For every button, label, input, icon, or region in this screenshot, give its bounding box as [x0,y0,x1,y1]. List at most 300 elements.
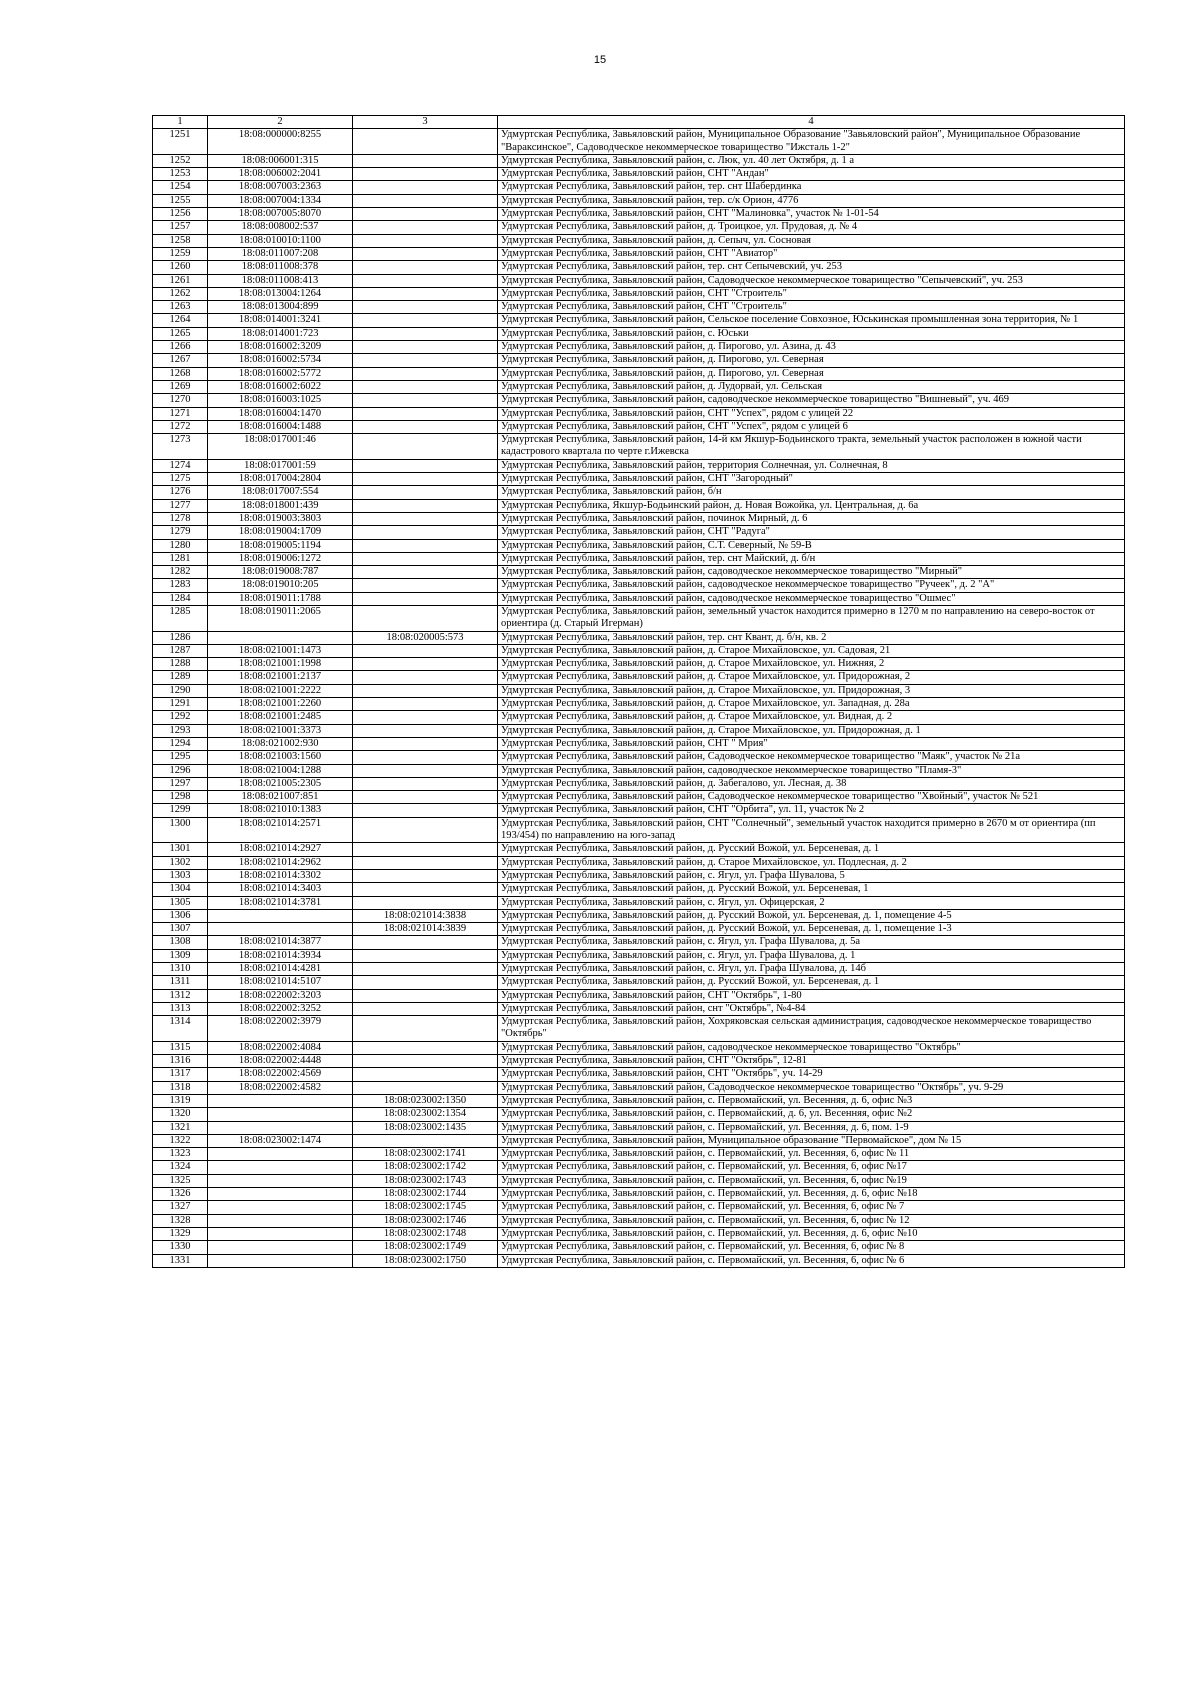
table-row [153,896,1125,909]
address-cell: Удмуртская Республика, Завьяловский район, СНТ "Загородный" [498,473,1125,486]
row-number-cell: 1262 [153,287,208,300]
table-row [153,644,1125,657]
land-cadastral-number-cell: 18:08:011007:208 [208,247,353,260]
land-cadastral-number-cell: 18:08:021014:5107 [208,976,353,989]
building-cadastral-number-cell: 18:08:023002:1748 [353,1227,498,1240]
column-header-2: 2 [208,116,353,129]
row-number-cell: 1299 [153,804,208,817]
address-cell: Удмуртская Республика, Завьяловский район, с. Ягул, ул. Графа Шувалова, д. 14б [498,963,1125,976]
row-number-cell: 1265 [153,327,208,340]
land-cadastral-number-cell: 18:08:019011:2065 [208,605,353,631]
table-row [153,605,1125,631]
building-cadastral-number-cell [353,208,498,221]
table-row [153,631,1125,644]
row-number-cell: 1254 [153,181,208,194]
building-cadastral-number-cell [353,407,498,420]
row-number-cell: 1256 [153,208,208,221]
table-row [153,473,1125,486]
address-cell: Удмуртская Республика, Завьяловский район, с. Первомайский, ул. Весенняя, д. 6, офис №18 [498,1188,1125,1201]
row-number-cell: 1289 [153,671,208,684]
table-row [153,1214,1125,1227]
address-cell: Удмуртская Республика, Завьяловский район, с. Первомайский, ул. Весенняя, д. 6, офис №10 [498,1227,1125,1240]
row-number-cell: 1300 [153,817,208,843]
building-cadastral-number-cell [353,420,498,433]
land-cadastral-number-cell: 18:08:017007:554 [208,486,353,499]
building-cadastral-number-cell [353,737,498,750]
land-cadastral-number-cell: 18:08:013004:899 [208,301,353,314]
row-number-cell: 1277 [153,499,208,512]
address-cell: Удмуртская Республика, Завьяловский район, садоводческое некоммерческое товарищество "Мирный" [498,566,1125,579]
address-cell: Удмуртская Республика, Завьяловский район, садоводческое некоммерческое товарищество "Октябрь" [498,1041,1125,1054]
row-number-cell: 1280 [153,539,208,552]
building-cadastral-number-cell: 18:08:023002:1354 [353,1108,498,1121]
table-row [153,407,1125,420]
land-cadastral-number-cell: 18:08:021014:3934 [208,949,353,962]
land-cadastral-number-cell: 18:08:021001:1473 [208,644,353,657]
table-row [153,592,1125,605]
building-cadastral-number-cell [353,764,498,777]
row-number-cell: 1260 [153,261,208,274]
land-cadastral-number-cell: 18:08:016002:3209 [208,341,353,354]
building-cadastral-number-cell [353,234,498,247]
building-cadastral-number-cell [353,1081,498,1094]
address-cell: Удмуртская Республика, Завьяловский район, с. Первомайский, ул. Весенняя, 6, офис № 8 [498,1241,1125,1254]
building-cadastral-number-cell [353,354,498,367]
address-cell: Удмуртская Республика, Завьяловский район, д. Старое Михайловское, ул. Видная, д. 2 [498,711,1125,724]
row-number-cell: 1263 [153,301,208,314]
table-row [153,817,1125,843]
table-row [153,737,1125,750]
land-cadastral-number-cell: 18:08:007005:8070 [208,208,353,221]
table-row [153,1161,1125,1174]
land-cadastral-number-cell: 18:08:021001:3373 [208,724,353,737]
building-cadastral-number-cell [353,314,498,327]
table-row [153,1241,1125,1254]
address-cell: Удмуртская Республика, Завьяловский район, Садоводческое некоммерческое товарищество "Октябрь", уч. 9-29 [498,1081,1125,1094]
table-row [153,420,1125,433]
table-row [153,499,1125,512]
building-cadastral-number-cell [353,301,498,314]
building-cadastral-number-cell [353,579,498,592]
table-row [153,434,1125,460]
building-cadastral-number-cell: 18:08:021014:3839 [353,923,498,936]
land-cadastral-number-cell: 18:08:016004:1488 [208,420,353,433]
land-cadastral-number-cell: 18:08:019010:205 [208,579,353,592]
table-row [153,1108,1125,1121]
table-row [153,552,1125,565]
table-row [153,512,1125,525]
row-number-cell: 1319 [153,1094,208,1107]
land-cadastral-number-cell: 18:08:021001:2260 [208,698,353,711]
row-number-cell: 1324 [153,1161,208,1174]
building-cadastral-number-cell [353,1068,498,1081]
building-cadastral-number-cell [353,486,498,499]
table-row [153,949,1125,962]
table-row [153,1134,1125,1147]
table-row [153,274,1125,287]
building-cadastral-number-cell [353,181,498,194]
row-number-cell: 1298 [153,791,208,804]
building-cadastral-number-cell [353,698,498,711]
address-cell: Удмуртская Республика, Завьяловский район, Хохряковская сельская администрация, садоводческое некоммерческое товарищество "Октябрь" [498,1016,1125,1042]
address-cell: Удмуртская Республика, Завьяловский район, с. Первомайский, ул. Весенняя, 6, офис № 12 [498,1214,1125,1227]
building-cadastral-number-cell [353,499,498,512]
land-cadastral-number-cell [208,1254,353,1267]
land-cadastral-number-cell: 18:08:022002:4448 [208,1055,353,1068]
building-cadastral-number-cell [353,684,498,697]
address-cell: Удмуртская Республика, Завьяловский район, д. Сепыч, ул. Сосновая [498,234,1125,247]
address-cell: Удмуртская Республика, Завьяловский район, с. Первомайский, ул. Весенняя, д. 6, офис №3 [498,1094,1125,1107]
address-cell: Удмуртская Республика, Завьяловский район, садоводческое некоммерческое товарищество "Вишневый", уч. 469 [498,394,1125,407]
row-number-cell: 1251 [153,129,208,155]
row-number-cell: 1317 [153,1068,208,1081]
row-number-cell: 1253 [153,168,208,181]
building-cadastral-number-cell [353,658,498,671]
building-cadastral-number-cell: 18:08:023002:1749 [353,1241,498,1254]
building-cadastral-number-cell [353,261,498,274]
table-row [153,486,1125,499]
row-number-cell: 1286 [153,631,208,644]
building-cadastral-number-cell [353,394,498,407]
land-cadastral-number-cell: 18:08:021003:1560 [208,751,353,764]
building-cadastral-number-cell [353,843,498,856]
building-cadastral-number-cell [353,526,498,539]
land-cadastral-number-cell: 18:08:021005:2305 [208,777,353,790]
land-cadastral-number-cell: 18:08:021014:4281 [208,963,353,976]
building-cadastral-number-cell: 18:08:023002:1745 [353,1201,498,1214]
building-cadastral-number-cell [353,671,498,684]
address-cell: Удмуртская Республика, Завьяловский район, д. Старое Михайловское, ул. Придорожная, д. 1 [498,724,1125,737]
land-cadastral-number-cell [208,909,353,922]
address-cell: Удмуртская Республика, Завьяловский район, д. Старое Михайловское, ул. Подлесная, д. 2 [498,856,1125,869]
table-header-row [153,116,1125,129]
land-cadastral-number-cell: 18:08:017001:46 [208,434,353,460]
address-cell: Удмуртская Республика, Завьяловский район, СНТ "Малиновка", участок № 1-01-54 [498,208,1125,221]
address-cell: Удмуртская Республика, Завьяловский район, снт "Октябрь", №4-84 [498,1002,1125,1015]
table-row [153,1068,1125,1081]
address-cell: Удмуртская Республика, Завьяловский район, СНТ "Октябрь", 1-80 [498,989,1125,1002]
row-number-cell: 1271 [153,407,208,420]
table-row [153,221,1125,234]
row-number-cell: 1257 [153,221,208,234]
table-row [153,168,1125,181]
table-row [153,963,1125,976]
building-cadastral-number-cell [353,791,498,804]
land-cadastral-number-cell: 18:08:008002:537 [208,221,353,234]
table-row [153,711,1125,724]
address-cell: Удмуртская Республика, Завьяловский район, территория Солнечная, ул. Солнечная, 8 [498,459,1125,472]
row-number-cell: 1273 [153,434,208,460]
address-cell: Удмуртская Республика, Завьяловский район, СНТ "Орбита", ул. 11, участок № 2 [498,804,1125,817]
land-cadastral-number-cell [208,1108,353,1121]
table-row [153,1041,1125,1054]
address-cell: Удмуртская Республика, Завьяловский район, СНТ " Мрия" [498,737,1125,750]
table-row [153,394,1125,407]
table-row [153,1002,1125,1015]
table-row [153,354,1125,367]
building-cadastral-number-cell [353,154,498,167]
row-number-cell: 1279 [153,526,208,539]
building-cadastral-number-cell [353,552,498,565]
row-number-cell: 1270 [153,394,208,407]
land-cadastral-number-cell: 18:08:016002:6022 [208,380,353,393]
building-cadastral-number-cell [353,1041,498,1054]
building-cadastral-number-cell [353,221,498,234]
address-cell: Удмуртская Республика, Завьяловский район, Муниципальное Образование "Завьяловский район", Муниципальное Образование "Вараксинское", Садоводческое некоммерческое товарищество "Ижсталь 1-2" [498,129,1125,155]
land-cadastral-number-cell: 18:08:019006:1272 [208,552,353,565]
building-cadastral-number-cell [353,1002,498,1015]
land-cadastral-number-cell [208,1174,353,1187]
building-cadastral-number-cell [353,869,498,882]
land-cadastral-number-cell: 18:08:021004:1288 [208,764,353,777]
address-cell: Удмуртская Республика, Завьяловский район, тер. снт Майский, д. б/н [498,552,1125,565]
row-number-cell: 1274 [153,459,208,472]
table-row [153,936,1125,949]
building-cadastral-number-cell: 18:08:023002:1435 [353,1121,498,1134]
row-number-cell: 1327 [153,1201,208,1214]
row-number-cell: 1288 [153,658,208,671]
row-number-cell: 1287 [153,644,208,657]
address-cell: Удмуртская Республика, Завьяловский район, д. Старое Михайловское, ул. Придорожная, 2 [498,671,1125,684]
row-number-cell: 1313 [153,1002,208,1015]
address-cell: Удмуртская Республика, Завьяловский район, д. Пирогово, ул. Северная [498,354,1125,367]
address-cell: Удмуртская Республика, Завьяловский район, с. Юськи [498,327,1125,340]
land-cadastral-number-cell [208,1188,353,1201]
row-number-cell: 1264 [153,314,208,327]
building-cadastral-number-cell [353,287,498,300]
table-row [153,327,1125,340]
building-cadastral-number-cell [353,963,498,976]
building-cadastral-number-cell: 18:08:023002:1743 [353,1174,498,1187]
building-cadastral-number-cell [353,129,498,155]
table-row [153,764,1125,777]
address-cell: Удмуртская Республика, Завьяловский район, д. Забегалово, ул. Лесная, д. 38 [498,777,1125,790]
land-cadastral-number-cell: 18:08:022002:4569 [208,1068,353,1081]
building-cadastral-number-cell: 18:08:023002:1350 [353,1094,498,1107]
table-row [153,1016,1125,1042]
table-row [153,698,1125,711]
row-number-cell: 1316 [153,1055,208,1068]
building-cadastral-number-cell: 18:08:023002:1750 [353,1254,498,1267]
address-cell: Удмуртская Республика, Завьяловский район, с. Первомайский, ул. Весенняя, 6, офис №17 [498,1161,1125,1174]
row-number-cell: 1329 [153,1227,208,1240]
table-row [153,1081,1125,1094]
row-number-cell: 1303 [153,869,208,882]
building-cadastral-number-cell [353,459,498,472]
table-row [153,869,1125,882]
address-cell: Удмуртская Республика, Завьяловский район, СНТ "Строитель" [498,301,1125,314]
address-cell: Удмуртская Республика, Завьяловский район, СНТ "Радуга" [498,526,1125,539]
address-cell: Удмуртская Республика, Завьяловский район, с. Ягул, ул. Графа Шувалова, д. 1 [498,949,1125,962]
table-row [153,154,1125,167]
land-cadastral-number-cell [208,1214,353,1227]
address-cell: Удмуртская Республика, Якшур-Бодьинский район, д. Новая Вожойка, ул. Центральная, д. 6а [498,499,1125,512]
building-cadastral-number-cell [353,274,498,287]
table-row [153,684,1125,697]
address-cell: Удмуртская Республика, Завьяловский район, СНТ "Успех", рядом с улицей 22 [498,407,1125,420]
table-row [153,671,1125,684]
building-cadastral-number-cell [353,194,498,207]
address-cell: Удмуртская Республика, Завьяловский район, земельный участок находится примерно в 1270 м по направлению на северо-восток от ориентира (д. Старый Игерман) [498,605,1125,631]
land-cadastral-number-cell [208,1201,353,1214]
building-cadastral-number-cell [353,1016,498,1042]
building-cadastral-number-cell [353,989,498,1002]
land-cadastral-number-cell: 18:08:016002:5734 [208,354,353,367]
land-cadastral-number-cell: 18:08:023002:1474 [208,1134,353,1147]
building-cadastral-number-cell [353,367,498,380]
land-cadastral-number-cell: 18:08:021007:851 [208,791,353,804]
row-number-cell: 1326 [153,1188,208,1201]
address-cell: Удмуртская Республика, Завьяловский район, с. Первомайский, ул. Весенняя, 6, офис № 11 [498,1148,1125,1161]
table-row [153,287,1125,300]
table-row [153,1121,1125,1134]
row-number-cell: 1295 [153,751,208,764]
address-cell: Удмуртская Республика, Завьяловский район, С.Т. Северный, № 59-В [498,539,1125,552]
table-row [153,1148,1125,1161]
table-row [153,526,1125,539]
table-row [153,234,1125,247]
table-row [153,181,1125,194]
building-cadastral-number-cell [353,804,498,817]
building-cadastral-number-cell [353,949,498,962]
address-cell: Удмуртская Республика, Завьяловский район, Муниципальное образование "Первомайское", дом № 15 [498,1134,1125,1147]
table-row [153,367,1125,380]
building-cadastral-number-cell [353,896,498,909]
column-header-3: 3 [353,116,498,129]
land-cadastral-number-cell: 18:08:010010:1100 [208,234,353,247]
table-row [153,777,1125,790]
address-cell: Удмуртская Республика, Завьяловский район, садоводческое некоммерческое товарищество "Ошмес" [498,592,1125,605]
building-cadastral-number-cell [353,724,498,737]
land-cadastral-number-cell: 18:08:021002:930 [208,737,353,750]
table-row [153,129,1125,155]
table-row [153,301,1125,314]
address-cell: Удмуртская Республика, Завьяловский район, с. Первомайский, д. 6, ул. Весенняя, офис №2 [498,1108,1125,1121]
row-number-cell: 1285 [153,605,208,631]
row-number-cell: 1314 [153,1016,208,1042]
row-number-cell: 1267 [153,354,208,367]
land-cadastral-number-cell: 18:08:019005:1194 [208,539,353,552]
table-row [153,341,1125,354]
table-row [153,566,1125,579]
land-cadastral-number-cell: 18:08:021014:3781 [208,896,353,909]
address-cell: Удмуртская Республика, Завьяловский район, д. Старое Михайловское, ул. Придорожная, 3 [498,684,1125,697]
address-cell: Удмуртская Республика, Завьяловский район, тер. снт Сепычевский, уч. 253 [498,261,1125,274]
address-cell: Удмуртская Республика, Завьяловский район, д. Старое Михайловское, ул. Западная, д. 28а [498,698,1125,711]
land-cadastral-number-cell: 18:08:019008:787 [208,566,353,579]
table-body [153,129,1125,1268]
table-row [153,579,1125,592]
building-cadastral-number-cell [353,777,498,790]
land-cadastral-number-cell: 18:08:014001:3241 [208,314,353,327]
row-number-cell: 1269 [153,380,208,393]
building-cadastral-number-cell [353,247,498,260]
table-row [153,194,1125,207]
row-number-cell: 1330 [153,1241,208,1254]
building-cadastral-number-cell [353,605,498,631]
land-cadastral-number-cell: 18:08:021014:3403 [208,883,353,896]
land-cadastral-number-cell: 18:08:011008:413 [208,274,353,287]
table-row [153,804,1125,817]
building-cadastral-number-cell [353,751,498,764]
row-number-cell: 1309 [153,949,208,962]
address-cell: Удмуртская Республика, Завьяловский район, с. Ягул, ул. Графа Шувалова, д. 5а [498,936,1125,949]
table-row [153,314,1125,327]
land-cadastral-number-cell: 18:08:017004:2804 [208,473,353,486]
address-cell: Удмуртская Республика, Завьяловский район, д. Старое Михайловское, ул. Нижняя, 2 [498,658,1125,671]
address-cell: Удмуртская Республика, Завьяловский район, с. Первомайский, ул. Весенняя, д. 6, пом. 1-9 [498,1121,1125,1134]
row-number-cell: 1281 [153,552,208,565]
row-number-cell: 1323 [153,1148,208,1161]
land-cadastral-number-cell [208,1148,353,1161]
building-cadastral-number-cell [353,473,498,486]
land-cadastral-number-cell: 18:08:021010:1383 [208,804,353,817]
row-number-cell: 1278 [153,512,208,525]
land-cadastral-number-cell: 18:08:013004:1264 [208,287,353,300]
land-cadastral-number-cell: 18:08:021001:1998 [208,658,353,671]
land-cadastral-number-cell: 18:08:016004:1470 [208,407,353,420]
table-row [153,883,1125,896]
table-row [153,459,1125,472]
land-cadastral-number-cell: 18:08:011008:378 [208,261,353,274]
address-cell: Удмуртская Республика, Завьяловский район, с. Люк, ул. 40 лет Октября, д. 1 а [498,154,1125,167]
row-number-cell: 1301 [153,843,208,856]
address-cell: Удмуртская Республика, Завьяловский район, с. Первомайский, ул. Весенняя, 6, офис № 7 [498,1201,1125,1214]
row-number-cell: 1272 [153,420,208,433]
row-number-cell: 1308 [153,936,208,949]
land-cadastral-number-cell: 18:08:022002:3979 [208,1016,353,1042]
address-cell: Удмуртская Республика, Завьяловский район, с. Ягул, ул. Офицерская, 2 [498,896,1125,909]
row-number-cell: 1307 [153,923,208,936]
row-number-cell: 1275 [153,473,208,486]
land-cadastral-number-cell: 18:08:016002:5772 [208,367,353,380]
address-cell: Удмуртская Республика, Завьяловский район, СНТ "Успех", рядом с улицей 6 [498,420,1125,433]
land-cadastral-number-cell: 18:08:021001:2137 [208,671,353,684]
land-cadastral-number-cell: 18:08:007003:2363 [208,181,353,194]
table-row [153,1201,1125,1214]
building-cadastral-number-cell: 18:08:023002:1746 [353,1214,498,1227]
column-header-4: 4 [498,116,1125,129]
address-cell: Удмуртская Республика, Завьяловский район, 14-й км Якшур-Бодьинского тракта, земельный участок расположен в южной части кадастрового квартала по черте г.Ижевска [498,434,1125,460]
row-number-cell: 1291 [153,698,208,711]
address-cell: Удмуртская Республика, Завьяловский район, СНТ "Октябрь", 12-81 [498,1055,1125,1068]
row-number-cell: 1328 [153,1214,208,1227]
land-cadastral-number-cell: 18:08:019004:1709 [208,526,353,539]
building-cadastral-number-cell [353,539,498,552]
table-row [153,843,1125,856]
row-number-cell: 1296 [153,764,208,777]
table-row [153,658,1125,671]
table-row [153,976,1125,989]
row-number-cell: 1305 [153,896,208,909]
building-cadastral-number-cell [353,512,498,525]
row-number-cell: 1292 [153,711,208,724]
column-header-1: 1 [153,116,208,129]
row-number-cell: 1258 [153,234,208,247]
building-cadastral-number-cell [353,327,498,340]
address-cell: Удмуртская Республика, Завьяловский район, СНТ "Андан" [498,168,1125,181]
table-row [153,856,1125,869]
table-row [153,1188,1125,1201]
land-cadastral-number-cell: 18:08:019003:3803 [208,512,353,525]
address-cell: Удмуртская Республика, Завьяловский район, СНТ "Октябрь", уч. 14-29 [498,1068,1125,1081]
land-cadastral-number-cell: 18:08:021014:3877 [208,936,353,949]
land-cadastral-number-cell: 18:08:000000:8255 [208,129,353,155]
building-cadastral-number-cell: 18:08:020005:573 [353,631,498,644]
building-cadastral-number-cell: 18:08:021014:3838 [353,909,498,922]
address-cell: Удмуртская Республика, Завьяловский район, д. Старое Михайловское, ул. Садовая, 21 [498,644,1125,657]
land-cadastral-number-cell: 18:08:021014:2927 [208,843,353,856]
